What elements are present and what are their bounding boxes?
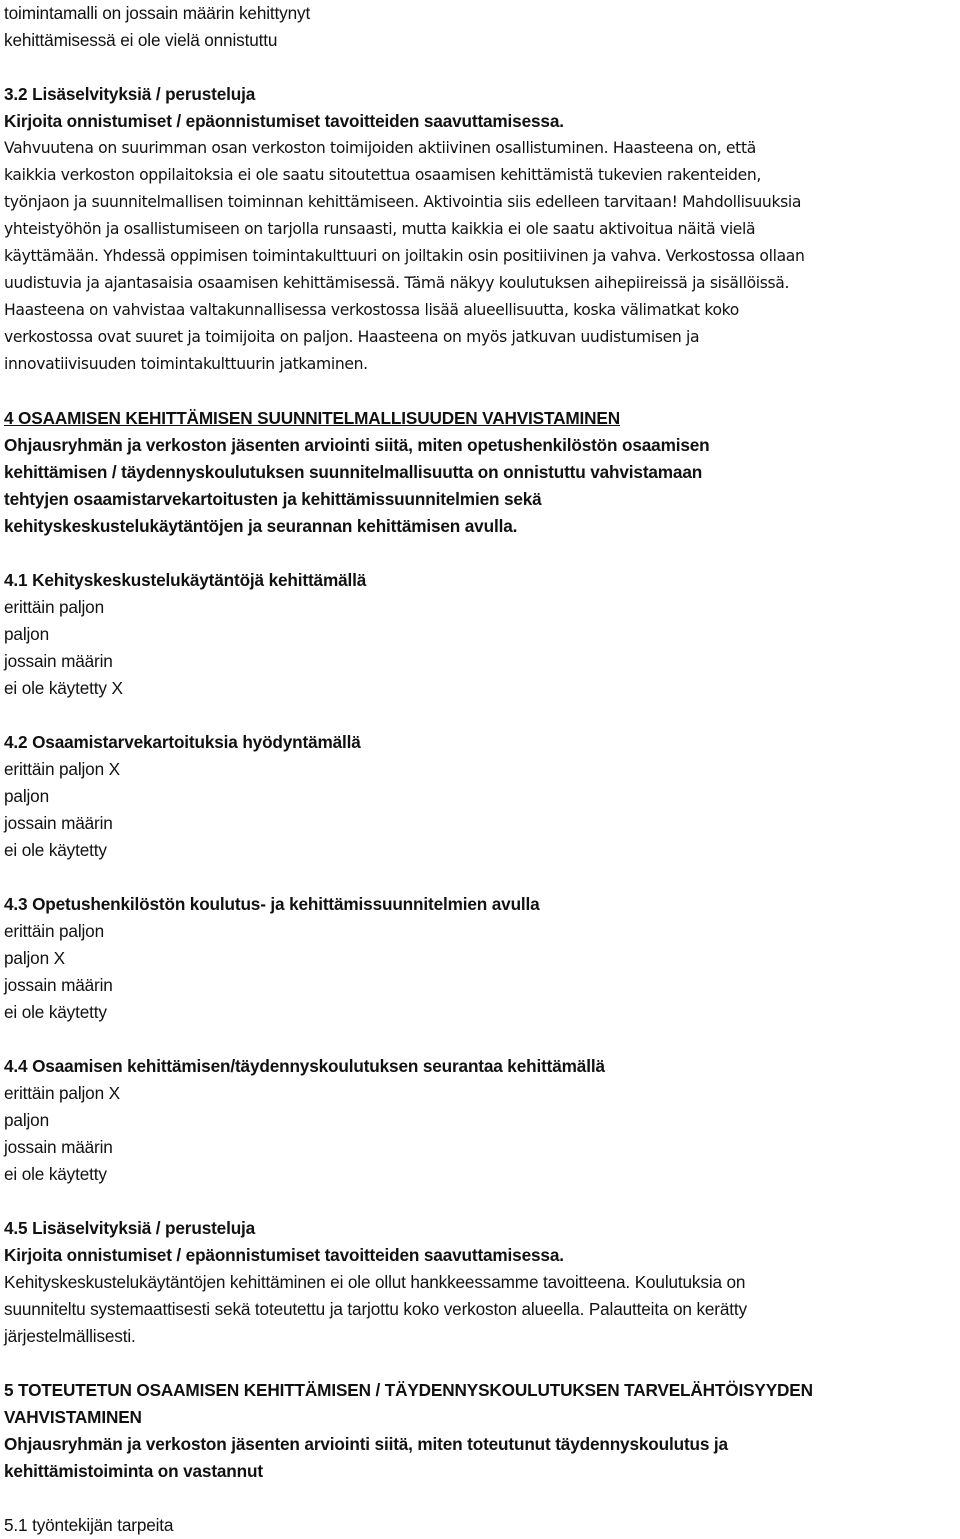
rating-option: paljon bbox=[4, 1110, 49, 1130]
rating-option-selected: erittäin paljon X bbox=[4, 759, 120, 779]
rating-option: jossain määrin bbox=[4, 975, 113, 995]
section-4-5-instruction: Kirjoita onnistumiset / epäonnistumiset tavoitteiden saavuttamisessa. bbox=[4, 1245, 564, 1265]
section-4-2 bbox=[4, 729, 954, 864]
section-4-1-title: 4.1 Kehityskeskustelukäytäntöjä kehittämällä bbox=[4, 570, 367, 590]
body-line: innovatiivisuuden toimintakulttuurin jatkaminen. bbox=[4, 355, 368, 373]
section-4-4 bbox=[4, 1053, 954, 1188]
section-4-lead-line: kehittämisen / täydennyskoulutuksen suunnitelmallisuutta on onnistuttu vahvistamaan bbox=[4, 462, 703, 482]
spacer bbox=[4, 1485, 954, 1512]
body-line: kaikkia verkoston oppilaitoksia ei ole saatu sitoutettua osaamisen kehittämistä tukevien rakenteiden, bbox=[4, 166, 761, 184]
body-line: uudistuvia ja ajantasaisia osaamisen kehittämisessä. Tämä näkyy koulutuksen aihepiireissä ja sisällöissä. bbox=[4, 274, 790, 292]
section-4-5-title: 4.5 Lisäselvityksiä / perusteluja bbox=[4, 1218, 256, 1238]
section-4-2-title: 4.2 Osaamistarvekartoituksia hyödyntämällä bbox=[4, 732, 361, 752]
spacer bbox=[4, 864, 954, 891]
rating-option: erittäin paljon bbox=[4, 597, 104, 617]
section-3-2-title: 3.2 Lisäselvityksiä / perusteluja bbox=[4, 84, 256, 104]
rating-option: jossain määrin bbox=[4, 813, 113, 833]
rating-option-selected: ei ole käytetty X bbox=[4, 678, 123, 698]
section-4-1 bbox=[4, 567, 954, 702]
section-4-3-title: 4.3 Opetushenkilöstön koulutus- ja kehittämissuunnitelmien avulla bbox=[4, 894, 540, 914]
section-4-lead-line: kehityskeskustelukäytäntöjen ja seurannan kehittämisen avulla. bbox=[4, 516, 518, 536]
section-4-lead-line: Ohjausryhmän ja verkoston jäsenten arviointi siitä, miten opetushenkilöstön osaamisen bbox=[4, 435, 710, 455]
spacer bbox=[4, 702, 954, 729]
body-line: järjestelmällisesti. bbox=[4, 1326, 136, 1346]
section-3-2-instruction: Kirjoita onnistumiset / epäonnistumiset tavoitteiden saavuttamisessa. bbox=[4, 111, 564, 131]
rating-option: paljon bbox=[4, 624, 49, 644]
rating-option-selected: erittäin paljon X bbox=[4, 1083, 120, 1103]
body-line: työnjaon ja suunnitelmallisen toiminnan kehittämiseen. Aktivointia siis edelleen tarvitaan! Mahdollisuuksia bbox=[4, 193, 802, 211]
spacer bbox=[4, 1350, 954, 1377]
body-line: Vahvuutena on suurimman osan verkoston toimijoiden aktiivinen osallistuminen. Haasteena on, että bbox=[4, 139, 756, 157]
section-5-heading: 5 TOTEUTETUN OSAAMISEN KEHITTÄMISEN / TÄYDENNYSKOULUTUKSEN TARVELÄHTÖISYYDEN bbox=[4, 1380, 813, 1400]
section-5-lead-line: Ohjausryhmän ja verkoston jäsenten arviointi siitä, miten toteutunut täydennyskoulutus ja bbox=[4, 1434, 728, 1454]
section-4-lead-line: tehtyjen osaamistarvekartoitusten ja kehittämissuunnitelmien sekä bbox=[4, 489, 542, 509]
intro-line: toimintamalli on jossain määrin kehittynyt bbox=[4, 3, 311, 23]
rating-option: jossain määrin bbox=[4, 1137, 113, 1157]
rating-option: erittäin paljon bbox=[4, 921, 104, 941]
rating-option-selected: paljon X bbox=[4, 948, 65, 968]
spacer bbox=[4, 378, 954, 405]
intro-block bbox=[4, 0, 954, 54]
section-5-lead-line: kehittämistoiminta on vastannut bbox=[4, 1461, 263, 1481]
body-line: yhteistyöhön ja osallistumiseen on tarjolla runsaasti, mutta kaikkia ei ole saatu aktivoitua näitä vielä bbox=[4, 220, 756, 238]
body-line: Kehityskeskustelukäytäntöjen kehittäminen ei ole ollut hankkeessamme tavoitteena. Koulutuksia on bbox=[4, 1272, 746, 1292]
document-page bbox=[4, 0, 954, 1539]
spacer bbox=[4, 1026, 954, 1053]
section-4 bbox=[4, 405, 954, 540]
section-5-1-title: 5.1 työntekijän tarpeita bbox=[4, 1515, 174, 1535]
section-5-1 bbox=[4, 1512, 954, 1539]
rating-option: paljon bbox=[4, 786, 49, 806]
spacer bbox=[4, 54, 954, 81]
section-3-2 bbox=[4, 81, 954, 378]
spacer bbox=[4, 540, 954, 567]
section-4-4-title: 4.4 Osaamisen kehittämisen/täydennyskoulutuksen seurantaa kehittämällä bbox=[4, 1056, 605, 1076]
rating-option: ei ole käytetty bbox=[4, 840, 107, 860]
section-5-heading: VAHVISTAMINEN bbox=[4, 1407, 142, 1427]
body-line: verkostossa ovat suuret ja toimijoita on paljon. Haasteena on myös jatkuvan uudistumisen ja bbox=[4, 328, 700, 346]
spacer bbox=[4, 1188, 954, 1215]
section-4-heading: 4 OSAAMISEN KEHITTÄMISEN SUUNNITELMALLISUUDEN VAHVISTAMINEN bbox=[4, 408, 620, 428]
rating-option: ei ole käytetty bbox=[4, 1002, 107, 1022]
body-line: suunniteltu systemaattisesti sekä toteutettu ja tarjottu koko verkoston alueella. Palautteita on kerätty bbox=[4, 1299, 747, 1319]
section-5 bbox=[4, 1377, 954, 1485]
rating-option: jossain määrin bbox=[4, 651, 113, 671]
rating-option: ei ole käytetty bbox=[4, 1164, 107, 1184]
intro-line: kehittämisessä ei ole vielä onnistuttu bbox=[4, 30, 278, 50]
body-line: käyttämään. Yhdessä oppimisen toimintakulttuuri on joiltakin osin positiivinen ja vahva. Verkostossa ollaan bbox=[4, 247, 805, 265]
body-line: Haasteena on vahvistaa valtakunnallisessa verkostossa lisää alueellisuutta, koska välimatkat koko bbox=[4, 301, 739, 319]
section-4-5 bbox=[4, 1215, 954, 1350]
section-4-3 bbox=[4, 891, 954, 1026]
